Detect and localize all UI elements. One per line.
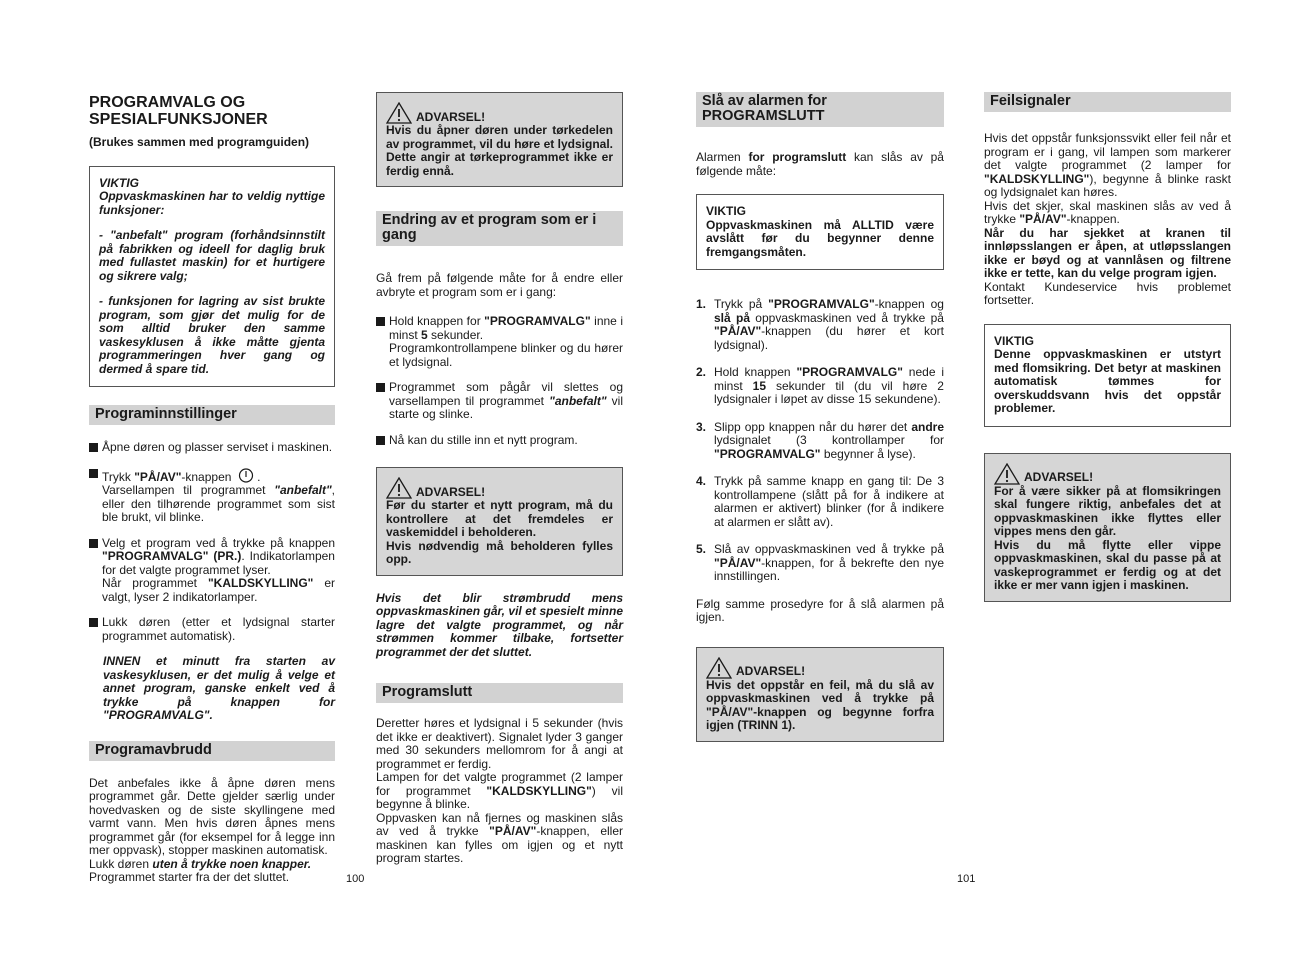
viktig-box: VIKTIG Oppvaskmaskinen må ALLTID være avslått før du begynner denne fremgangsmåten.	[696, 194, 944, 270]
warning-triangle-icon	[994, 463, 1020, 485]
body-text: Hvis det oppstår funksjonssvikt eller feil når et program er i gang, vil lampen som markerer det valgte programmet (2 lamper for "KALDSKYLLING"), begynne å blinke raskt og lydsignalet kan høres. Hvis det skjer, skal maskinen slås av ved å trykke "PÅ/AV"-knappen. Når du har sjekket at kranen til innløpsslangen er åpen, at utløpsslangen ikke er bøyd og at vannlåsen og filtrene ikke er tette, kan du velge program igjen. Kontakt Kundeservice hvis problemet fortsetter.	[984, 131, 1231, 307]
body-text: Følg samme prosedyre for å slå alarmen på igjen.	[696, 596, 944, 624]
section-heading: Programslutt	[376, 683, 623, 703]
body-text: Deretter høres et lydsignal i 5 sekunder (hvis det ikke er deaktivert). Signalet lyder 3 ganger med 30 sekunders mellomrom for å angi at programmet er ferdig. Lampen for det valgte programmet (2 lamper for programmet "KALDSKYLLING") vil begynne å blinke. Oppvasken kan nå fjernes og maskinen slås av ved å trykke "PÅ/AV"-knappen, eller maskinen kan fylles om igjen og et nytt program startes.	[376, 716, 623, 865]
warning-triangle-icon	[386, 102, 412, 124]
list-item: Nå kan du stille inn et nytt program.	[376, 434, 623, 448]
section-heading: Feilsignaler	[984, 92, 1231, 112]
viktig-text: - funksjonen for lagring av sist brukte program, som gjør det mulig for de som alltid bruker den samme vaskesyklusen å ikke måtte gjenta programmeringen hver gang og dermed å spare tid.	[99, 294, 325, 376]
warning-triangle-icon	[386, 477, 412, 499]
viktig-text: Oppvaskmaskinen har to veldig nyttige funksjoner:	[99, 189, 325, 217]
note-text: INNEN et minutt fra starten av vaskesyklusen, er det mulig å velge et annet program, ganske enkelt ved å trykke på knappen for "PROGRAMVALG".	[103, 654, 335, 722]
step-item: 1. Trykk på "PROGRAMVALG"-knappen og slå på oppvaskmaskinen ved å trykke på "PÅ/AV"-knappen (du hører et kort lydsignal).	[696, 297, 944, 352]
step-item: 2. Hold knappen "PROGRAMVALG" nede i minst 15 sekunder til (du vil høre 2 lydsignaler i løpet av disse 15 sekundene).	[696, 365, 945, 406]
step-item: 3. Slipp opp knappen når du hører det andre lydsignalet (3 kontrollamper for "PROGRAMVALG" begynner å lyse).	[696, 419, 944, 461]
bullet-square-icon	[376, 436, 385, 445]
section-heading: Programavbrudd	[89, 741, 335, 761]
page-subtitle: (Brukes sammen med programguiden)	[89, 135, 310, 149]
body-text: Gå frem på følgende måte for å endre eller avbryte et program som er i gang:	[376, 271, 623, 299]
list-item: Hold knappen for "PROGRAMVALG" inne i minst 5 sekunder. Programkontrollampene blinker og du hører et lydsignal.	[376, 315, 623, 369]
bullet-square-icon	[89, 443, 98, 452]
warning-box: ADVARSEL! Hvis det oppstår en feil, må du slå av oppvaskmaskinen ved å trykke på "PÅ/AV"-knappen og begynne forfra igjen (TRINN 1).	[696, 647, 944, 742]
page-number-right: 101	[957, 873, 976, 885]
note-text: Hvis det blir strømbrudd mens oppvaskmaskinen går, vil et spesielt minne lagre det valgte programmet, og når strømmen kommer tilbake, fortsetter programmet der det sluttet.	[376, 590, 623, 659]
body-text: Alarmen for programslutt kan slås av på følgende måte:	[696, 150, 944, 178]
page-number-left: 100	[346, 873, 365, 885]
column-3	[696, 92, 944, 760]
section-heading: Programinnstillinger	[89, 405, 335, 425]
column-4	[984, 92, 1231, 620]
list-item: Programmet som pågår vil slettes og varsellampen til programmet "anbefalt" vil starte og slinke.	[376, 381, 623, 422]
list-item: Velg et program ved å trykke på knappen "PROGRAMVALG" (PR.). Indikatorlampen for det valgte programmet lyser. Når programmet "KALDSKYLLING" er valgt, lyser 2 indikatorlamper.	[89, 537, 335, 605]
bullet-square-icon	[89, 469, 98, 478]
list-item: Lukk døren (etter et lydsignal starter programmet automatisk).	[89, 616, 335, 643]
warning-box: ADVARSEL! For å være sikker på at flomsikringen skal fungere riktig, anbefales det at oppvaskmaskinen ikke flyttes eller vippes mens den går. Hvis du må flytte eller vippe oppvaskmaskinen, skal du passe på at vaskeprogrammet er ferdig og at det ikke er mer vann igjen i maskinen.	[984, 453, 1231, 602]
section-heading: Slå av alarmen for PROGRAMSLUTT	[696, 92, 944, 127]
bullet-square-icon	[89, 539, 98, 548]
list-item: Trykk "PÅ/AV"-knappen . Varsellampen til programmet "anbefalt", eller den tilhørende programmet som sist ble brukt, vil blinke.	[89, 467, 335, 525]
bullet-square-icon	[89, 618, 98, 627]
viktig-box: VIKTIG Denne oppvaskmaskinen er utstyrt med flomsikring. Det betyr at maskinen automatisk tømmes for overskuddsvann hvis det oppstår problemer.	[984, 324, 1231, 427]
column-2	[376, 92, 623, 866]
bullet-square-icon	[376, 383, 385, 392]
step-item: 4. Trykk på samme knapp en gang til: De 3 kontrollampene (slått på for å indikere at alarmen er aktivert) blinker (for å indikere at alarmen er slått av).	[696, 474, 944, 529]
warning-triangle-icon	[706, 657, 732, 679]
viktig-text: - "anbefalt" program (forhåndsinnstilt på fabrikken og ideell for daglig bruk med fullastet maskin) for et hurtigere og sikrere valg;	[99, 228, 325, 283]
page-title: PROGRAMVALG OG SPESIALFUNKSJONER	[89, 94, 268, 128]
warning-box: ADVARSEL! Før du starter et nytt program, må du kontrollere at det fremdeles er vaskemiddel i beholderen. Hvis nødvendig må beholderen fylles opp.	[376, 467, 623, 576]
body-text: Det anbefales ikke å åpne døren mens programmet går. Dette gjelder særlig under hovedvasken og de siste skyllingene med varmt vann. Men hvis døren åpnes mens programmet går (for eksempel for å legge inn mer oppvask), stopper maskinen automatisk. Lukk døren uten å trykke noen knapper. Programmet starter fra der det sluttet.	[89, 775, 335, 884]
section-heading: Endring av et program som er i gang	[376, 211, 623, 246]
list-item: Åpne døren og plasser serviset i maskinen.	[89, 441, 335, 455]
column-1	[89, 90, 335, 885]
warning-box: ADVARSEL! Hvis du åpner døren under tørkedelen av programmet, vil du høre et lydsignal. Dette angir at tørkeprogrammet ikke er ferdig ennå.	[376, 92, 623, 187]
viktig-box	[89, 166, 335, 388]
viktig-head: VIKTIG	[99, 175, 140, 190]
step-item: 5. Slå av oppvaskmaskinen ved å trykke på "PÅ/AV"-knappen, for å bekrefte den nye innstillingen.	[696, 542, 944, 583]
bullet-square-icon	[376, 317, 385, 326]
power-icon	[238, 467, 254, 483]
